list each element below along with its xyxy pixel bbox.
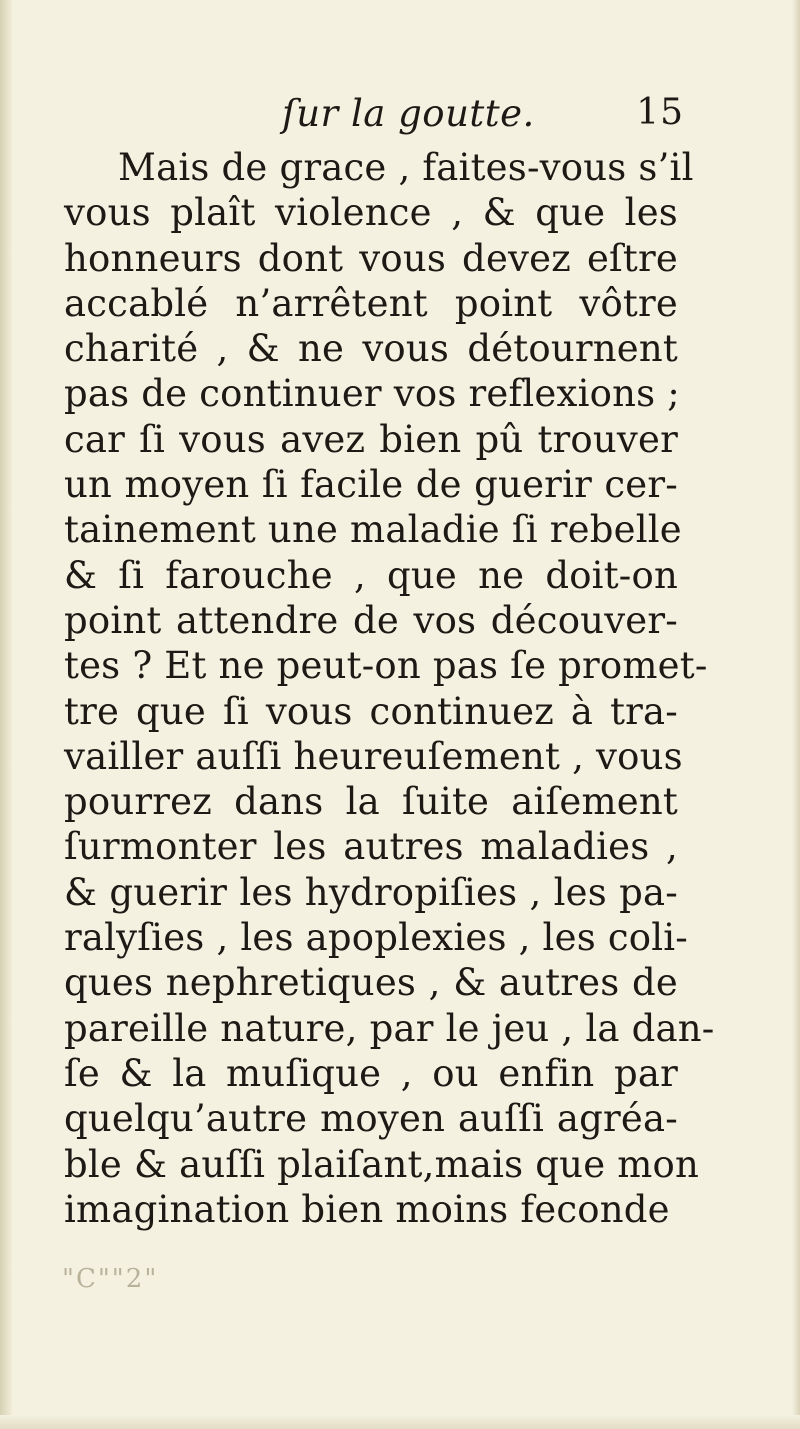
text-line: un moyen ſi facile de guerir cer-: [64, 463, 678, 507]
page-edge-right: [792, 0, 800, 1429]
text-line: pas de continuer vos reflexions ;: [64, 372, 680, 416]
text-line: tre que ſi vous continuez à tra-: [64, 689, 678, 733]
running-title: ſur la goutte.: [282, 92, 535, 135]
running-head: [64, 92, 684, 142]
text-line: honneurs dont vous devez eſtre: [64, 236, 678, 280]
text-line: car ſi vous avez bien pû trouver: [64, 417, 678, 461]
text-line: pareille nature, par le jeu , la dan-: [64, 1006, 715, 1050]
text-line: & guerir les hydropiſies , les pa-: [64, 870, 678, 914]
text-line: & ſi farouche , que ne doit-on: [64, 553, 678, 597]
text-line: tainement une maladie ſi rebelle: [64, 508, 682, 552]
text-line: vailler auſſi heureuſement , vous: [64, 734, 683, 778]
text-line: ſe & la muſique , ou enfin par: [64, 1051, 678, 1095]
text-line: quelqu’autre moyen auſſi agréa-: [64, 1097, 678, 1141]
text-line: ble & auſſi plaiſant,mais que mon: [64, 1142, 700, 1186]
text-line: point attendre de vos découver-: [64, 598, 678, 642]
page-edge-bottom: [0, 1415, 800, 1429]
text-line: charité , & ne vous détournent: [64, 327, 678, 371]
text-line: ſurmonter les autres maladies ,: [64, 825, 678, 869]
signature-mark: "C""2": [62, 1264, 159, 1294]
text-line: accablé n’arrêtent point vôtre: [64, 281, 678, 325]
text-line: Mais de grace , faites-vous s’il: [118, 146, 694, 189]
text-line: pourrez dans la ſuite aiſement: [64, 780, 678, 824]
text-line: ques nephretiques , & autres de: [64, 961, 678, 1005]
page-number: 15: [636, 92, 684, 133]
text-line: imagination bien moins feconde: [64, 1187, 670, 1231]
page-edge-left: [0, 0, 12, 1429]
text-line: vous plaît violence , & que les: [64, 191, 678, 235]
body-text: [64, 145, 715, 1232]
text-line: tes ? Et ne peut-on pas ſe promet-: [64, 644, 708, 688]
text-line: ralyſies , les apoplexies , les coli-: [64, 916, 689, 960]
